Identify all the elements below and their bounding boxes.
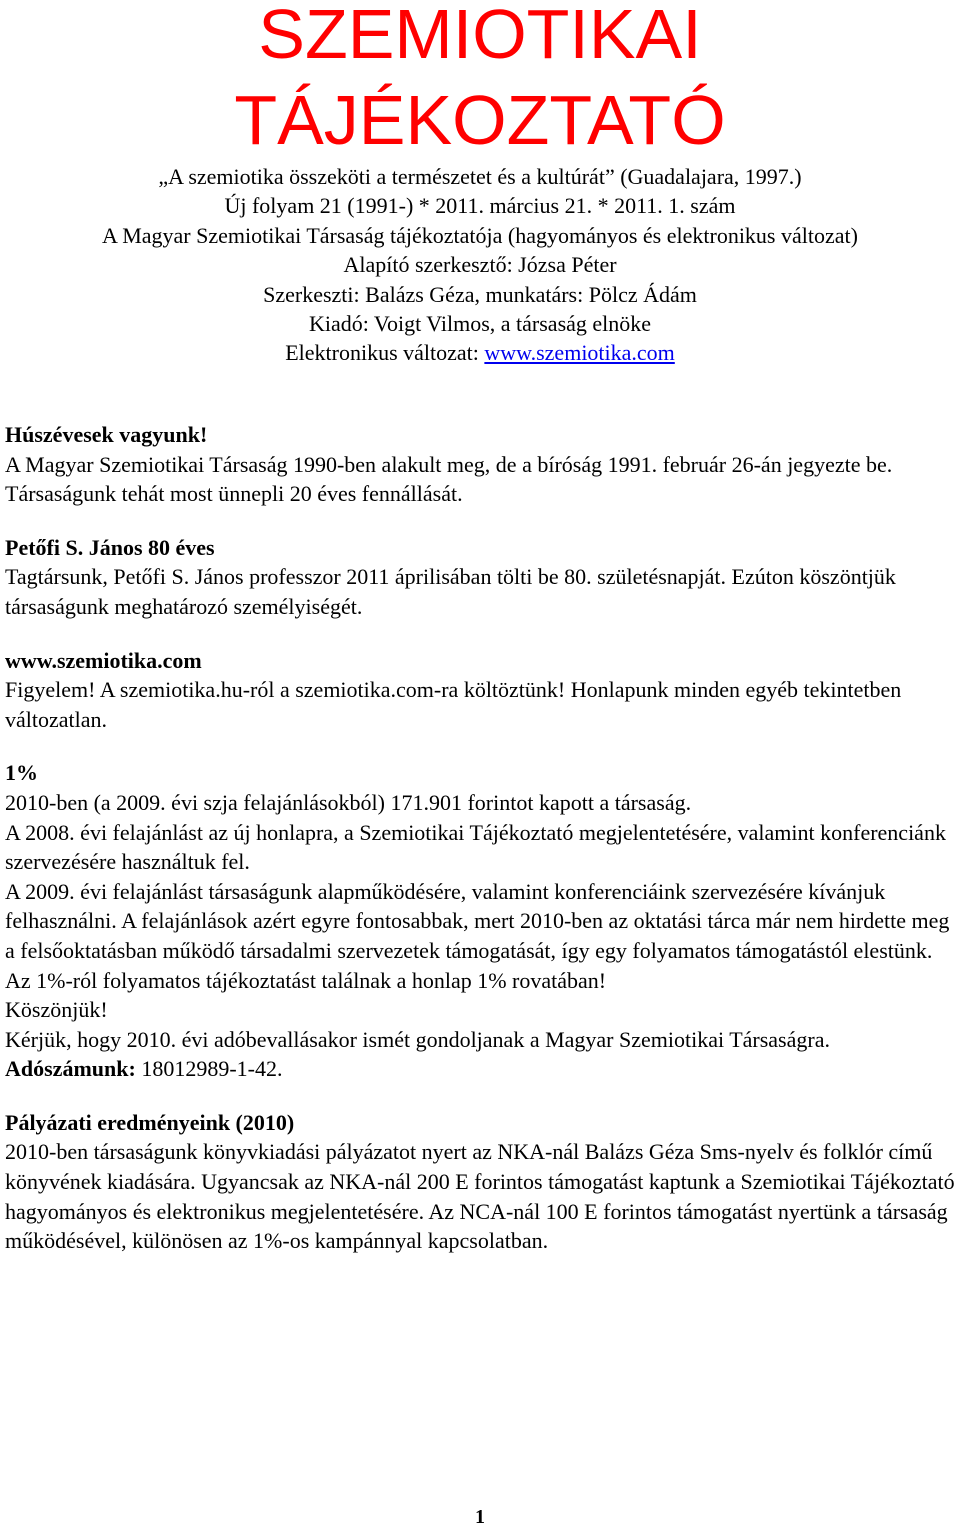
title-line-1: SZEMIOTIKAI — [258, 0, 702, 73]
section-heading: Húszévesek vagyunk! — [5, 422, 208, 447]
section-text: Az 1%-ról folyamatos tájékoztatást találnak a honlap 1% rovatában! — [5, 967, 607, 993]
website-link[interactable]: www.szemiotika.com — [484, 340, 675, 366]
section-grants — [5, 1108, 955, 1256]
section-heading: Petőfi S. János 80 éves — [5, 534, 215, 560]
page-number: 1 — [475, 1506, 485, 1528]
section-text: Kérjük, hogy 2010. évi adóbevallásakor ismét gondoljanak a Magyar Szemiotikai Társaságra. — [5, 1026, 830, 1052]
section-text: A 2008. évi felajánlást az új honlapra, a Szemiotikai Tájékoztató megjelentetésére, valamint konferenciánk szervezésére használtuk fel. — [5, 819, 946, 875]
tax-number: 18012989-1-42. — [135, 1056, 283, 1082]
title-line-2: TÁJÉKOZTATÓ — [234, 81, 726, 159]
tax-label: Adószámunk: — [5, 1056, 136, 1082]
section-text: Köszönjük! — [5, 997, 108, 1023]
section-text: 2010-ben (a 2009. évi szja felajánlásokból) 171.901 forintot kapott a társaság. — [5, 789, 692, 815]
section-text: A Magyar Szemiotikai Társaság 1990-ben alakult meg, de a bíróság 1991. február 26-án jegyezte be. Társaságunk tehát most ünnepli 20 éves fennállását. — [5, 451, 893, 507]
editors: Szerkeszti: Balázs Géza, munkatárs: Pölcz Ádám — [263, 281, 697, 307]
subtitle: A Magyar Szemiotikai Társaság tájékoztatója (hagyományos és elektronikus változat) — [102, 222, 858, 248]
section-petofi — [5, 533, 955, 622]
tax-number-line — [5, 1054, 955, 1084]
section-text: Tagtársunk, Petőfi S. János professzor 2011 áprilisában tölti be 80. születésnapját. Ezúton köszöntjük társaságunk meghatározó személyiségét. — [5, 564, 896, 619]
section-text: 2010-ben társaságunk könyvkiadási pályázatot nyert az NKA-nál Balázs Géza Sms-nyelv és folklór című könyvének kiadására. Ugyancsak az NKA-nál 200 E forintos támogatást kaptunk a Szemiotikai Tájékoztató hagyományos és elektronikus megjelentetésére. Az NCA-nál 100 E forintos támogatást nyertünk a társaság működésével, különösen az 1%-os kampánnyal kapcsolatban. — [5, 1139, 955, 1254]
section-heading: www.szemiotika.com — [5, 647, 202, 673]
section-text: Figyelem! A szemiotika.hu-ról a szemiotika.com-ra költöztünk! Honlapunk minden egyéb tekintetben változatlan. — [5, 677, 902, 732]
motto: „A szemiotika összeköti a természetet és a kultúrát” (Guadalajara, 1997.) — [158, 164, 802, 189]
section-heading: Pályázati eredményeink (2010) — [5, 1109, 295, 1135]
electronic-label: Elektronikus változat: — [285, 340, 485, 366]
section-anniversary — [5, 420, 955, 509]
electronic-version — [0, 338, 960, 367]
article-body — [5, 420, 955, 1280]
issue-line: Új folyam 21 (1991-) * 2011. március 21. * 2011. 1. szám — [224, 193, 736, 219]
section-heading: 1% — [5, 760, 38, 786]
publisher: Kiadó: Voigt Vilmos, a társaság elnöke — [308, 311, 652, 337]
section-one-percent — [5, 758, 955, 1084]
masthead — [0, 162, 960, 368]
section-text: A 2009. évi felajánlást társaságunk alapműködésére, valamint konferenciáink szervezésére kívánjuk felhasználni. A felajánlások azért egyre fontosabbak, mert 2010-ben az oktatási tárca már nem hirdette meg a felsőoktatásban működő társadalmi szervezetek támogatását, így egy folyamatos támogatástól elestünk. — [5, 878, 950, 963]
founder: Alapító szerkesztő: Józsa Péter — [343, 252, 617, 278]
section-website — [5, 646, 955, 735]
